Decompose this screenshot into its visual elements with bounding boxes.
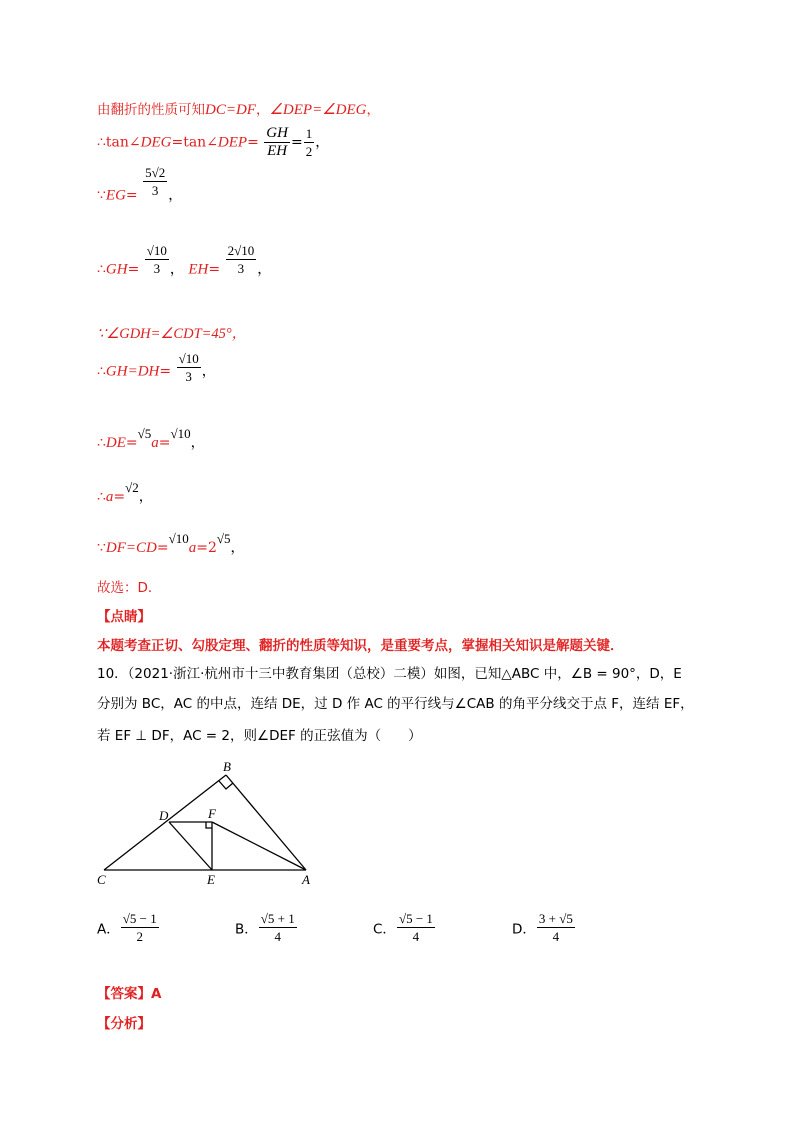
label-a: A bbox=[302, 872, 310, 887]
label-f: F bbox=[208, 806, 216, 821]
option-d[interactable]: D． $\frac{3 + √5}{4}$ bbox=[512, 911, 573, 944]
text-line-summary: 本题考查正切、勾股定理、翻折的性质等知识，是重要考点，掌握相关知识是解题关键． bbox=[97, 638, 624, 654]
right-angle-b bbox=[219, 781, 233, 789]
segment-ba bbox=[226, 775, 306, 870]
option-b-fraction: $\frac{√5 + 1}{4}$ bbox=[260, 911, 295, 944]
label-e: E bbox=[207, 872, 215, 887]
question-line-2: 分别为 BC，AC 的中点，连结 DE，过 D 作 AC 的平行线与∠CAB 的角平分线交于点 F，连结 EF， bbox=[97, 696, 694, 712]
fraction-gh-eh: $\frac{GH}{EH}$ bbox=[266, 125, 288, 159]
heading-dianjing: 【点睛】 bbox=[97, 609, 151, 625]
label-d: D bbox=[159, 808, 169, 823]
sqrt-10: √10 bbox=[170, 426, 191, 441]
fraction-2sqrt10-3: $\frac{2√10}{3}$ bbox=[227, 243, 255, 276]
question-line-3: 若 EF ⊥ DF，AC = 2，则∠DEF 的正弦值为（ ） bbox=[97, 728, 422, 744]
text-line-gh-dh: ∴GH=DH= $\frac{√10}{3}$ ， bbox=[97, 351, 216, 384]
text-line-de: ∴DE=√5a=√10， bbox=[97, 426, 205, 451]
text-line-df-cd: ∵DF=CD=√10a=2√5， bbox=[97, 531, 245, 556]
option-d-fraction: $\frac{3 + √5}{4}$ bbox=[538, 911, 573, 944]
option-b[interactable]: B． $\frac{√5 + 1}{4}$ bbox=[235, 911, 295, 944]
segment-af bbox=[212, 822, 306, 870]
fraction-5sqrt2-3: $\frac{5√2}{3}$ bbox=[145, 165, 166, 198]
label-c: C bbox=[97, 872, 106, 887]
segment-de bbox=[169, 822, 212, 870]
text-line-eg: ∵EG= $\frac{5√2}{3}$ ， bbox=[97, 165, 183, 204]
answer-line: 【答案】A bbox=[97, 986, 162, 1002]
analysis-heading: 【分析】 bbox=[97, 1016, 151, 1032]
option-a[interactable]: A． $\frac{√5 - 1}{2}$ bbox=[97, 911, 157, 944]
fraction-sqrt10-3: $\frac{√10}{3}$ bbox=[146, 243, 167, 276]
eq-angles: ∠DEP=∠DEG bbox=[269, 102, 367, 118]
option-c-fraction: $\frac{√5 - 1}{4}$ bbox=[398, 911, 433, 944]
eq-dc-df: DC=DF bbox=[205, 102, 256, 118]
text-line-tan: ∴tan∠DEG=tan∠DEP= $\frac{GH}{EH}$ = $\frac{1}{2}$ ， bbox=[97, 125, 330, 159]
sqrt-5-b: √5 bbox=[216, 531, 231, 546]
text-line-45deg: ∵∠GDH=∠CDT=45°， bbox=[97, 326, 247, 342]
sqrt-2: √2 bbox=[125, 480, 139, 495]
sqrt-10-b: √10 bbox=[168, 531, 189, 546]
fraction-one-half: $\frac{1}{2}$ bbox=[305, 126, 313, 159]
text-line-fold-property: 由翻折的性质可知DC=DF，∠DEP=∠DEG， bbox=[97, 102, 380, 118]
question-line-1: 10．（2021·浙江·杭州市十三中教育集团（总校）二模）如图，已知△ABC 中，∠B = 90°，D，E bbox=[97, 666, 682, 682]
text-line-gh-eh: ∴GH= $\frac{√10}{3}$ ， EH= $\frac{2√10}{3}$ ， bbox=[97, 243, 272, 278]
text-line-choose-d: 故选：D． bbox=[97, 580, 162, 596]
option-a-fraction: $\frac{√5 - 1}{2}$ bbox=[122, 911, 157, 944]
right-angle-f bbox=[206, 822, 212, 828]
fraction-sqrt10-3-b: $\frac{√10}{3}$ bbox=[178, 351, 199, 384]
label-b: B bbox=[223, 759, 231, 774]
sqrt-5: √5 bbox=[137, 426, 152, 441]
text-line-a: ∴a=√2， bbox=[97, 480, 153, 505]
option-c[interactable]: C． $\frac{√5 - 1}{4}$ bbox=[373, 911, 433, 944]
